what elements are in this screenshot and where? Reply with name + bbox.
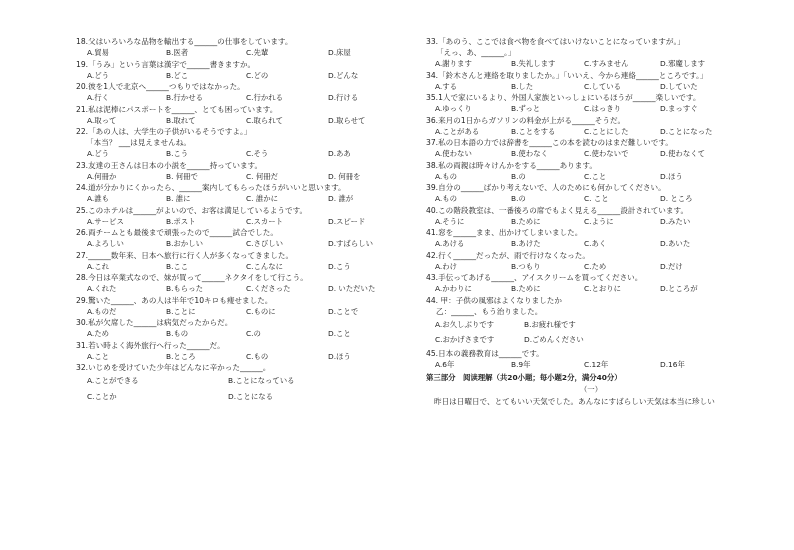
options-21 bbox=[76, 115, 411, 127]
question-33-line2: 「えっ、あ、______。」 bbox=[436, 48, 516, 57]
option[interactable]: A.行く bbox=[87, 93, 110, 102]
options-44-row2 bbox=[426, 332, 756, 348]
option[interactable]: B.お疲れ様です bbox=[524, 319, 576, 329]
option[interactable]: A.くれた bbox=[87, 284, 117, 293]
option[interactable]: D.こと bbox=[328, 329, 351, 338]
option[interactable]: D. ところ bbox=[660, 194, 693, 203]
question-18: 18.父はいろいろな品物を輸出する______の仕事をしています。 bbox=[76, 37, 293, 46]
options-20 bbox=[76, 92, 411, 104]
question-42: 42.行く______だったが、雨で行けなくなった。 bbox=[426, 250, 590, 260]
question-21: 21.私は泥棒にパスポートを______、とても困っています。 bbox=[76, 104, 278, 114]
option[interactable]: A.そうに bbox=[435, 216, 465, 226]
option[interactable]: B.ことに bbox=[166, 306, 196, 316]
option[interactable]: D.まっすぐ bbox=[660, 104, 698, 113]
option[interactable]: A.何冊か bbox=[87, 171, 117, 181]
option[interactable]: B.した bbox=[511, 81, 534, 91]
option[interactable]: B.ために bbox=[511, 284, 541, 293]
option[interactable]: B.あけた bbox=[511, 239, 541, 248]
option[interactable]: C.使わないで bbox=[584, 149, 629, 158]
option[interactable]: C. 何冊だ bbox=[246, 171, 279, 181]
option[interactable]: C.そう bbox=[246, 149, 269, 158]
option[interactable]: C.12年 bbox=[584, 359, 609, 369]
question-33: 33.「あのう、ここでは食べ物を食べてはいけないことになっていますが。」 bbox=[426, 37, 685, 46]
options-24 bbox=[76, 193, 411, 205]
reading-passage: 昨日は日曜日で、とてもいい天気でした。あんなにすばらしい天気は本当に珍しい bbox=[434, 397, 715, 406]
option[interactable]: C.すみません bbox=[584, 59, 629, 68]
option[interactable]: A.どう bbox=[87, 149, 110, 158]
option[interactable]: C.ことにした bbox=[584, 126, 629, 136]
options-43 bbox=[426, 283, 756, 295]
question-34: 34.「鈴木さんと連絡を取りましたか。」「いいえ、今から連絡______ところです。」 bbox=[426, 70, 708, 80]
option[interactable]: C.行かれる bbox=[246, 93, 284, 102]
option[interactable]: C.おかげさまです bbox=[435, 335, 495, 344]
option[interactable]: B.こう bbox=[166, 149, 189, 158]
question-35: 35.1人で家にいるより、外国人家族といっしょにいるほうが______楽しいです。 bbox=[426, 93, 701, 102]
option[interactable]: D. 何冊を bbox=[328, 171, 361, 181]
option[interactable]: B.の bbox=[511, 194, 526, 203]
options-30 bbox=[76, 328, 411, 340]
option[interactable]: A.使わない bbox=[435, 149, 472, 158]
option[interactable]: A.こと bbox=[87, 351, 110, 361]
option[interactable]: D.していた bbox=[660, 81, 698, 91]
options-34 bbox=[426, 81, 756, 93]
option[interactable]: D.ことで bbox=[328, 306, 359, 316]
section-heading: 第三部分 阅读理解（共20小题；每小题2分，满分40分） bbox=[426, 373, 622, 382]
question-43: 43.手伝ってあげる______、アイスクリームを買ってください。 bbox=[426, 273, 643, 282]
option[interactable]: A.かわりに bbox=[435, 284, 472, 293]
question-44: 44. 甲：子供の風邪はよくなりましたか bbox=[426, 295, 562, 305]
option[interactable]: B.行かせる bbox=[166, 93, 203, 102]
option[interactable]: D.床屋 bbox=[328, 48, 351, 57]
question-45: 45.日本の義務教育は______です。 bbox=[426, 348, 544, 358]
option[interactable]: A.お久しぶりです bbox=[435, 319, 495, 329]
option[interactable]: A.わけ bbox=[435, 261, 458, 271]
option[interactable]: D.邪魔します bbox=[660, 59, 705, 68]
option[interactable]: D.すばらしい bbox=[328, 239, 373, 248]
option[interactable]: C.ことか bbox=[87, 391, 117, 401]
question-22: 22.「あの人は、大学生の子供がいるそうですよ。」 bbox=[76, 127, 252, 136]
question-31: 31.若い時よく海外旅行へ行った______だ。 bbox=[76, 340, 225, 350]
option[interactable]: C.先輩 bbox=[246, 48, 269, 57]
option[interactable]: B.もの bbox=[166, 329, 189, 338]
question-30: 30.私が欠席した______は病気だったからだ。 bbox=[76, 318, 233, 327]
option[interactable]: A.する bbox=[435, 81, 458, 91]
option[interactable]: B.ことになっている bbox=[228, 376, 295, 385]
option[interactable]: D.ところが bbox=[660, 284, 698, 293]
options-40 bbox=[426, 216, 756, 228]
option[interactable]: B.取れて bbox=[166, 115, 196, 125]
question-19: 19.「うみ」という言葉は漢字で______書きますか。 bbox=[76, 59, 256, 69]
options-45 bbox=[426, 359, 756, 371]
option[interactable]: C.はっきり bbox=[584, 104, 622, 113]
option[interactable]: C.の bbox=[246, 329, 261, 338]
option[interactable]: D.行ける bbox=[328, 93, 359, 102]
option[interactable]: B.使わなく bbox=[511, 149, 548, 158]
question-29: 29.驚いた______、あの人は半年で10キロも痩せました。 bbox=[76, 295, 273, 305]
option[interactable]: A.6年 bbox=[435, 359, 455, 369]
options-38 bbox=[426, 171, 756, 183]
option[interactable]: A.誰も bbox=[87, 194, 110, 203]
question-32: 32.いじめを受けていた少年はどんなに辛かった______。 bbox=[76, 363, 271, 372]
options-36 bbox=[426, 126, 756, 138]
option[interactable]: C.くださった bbox=[246, 284, 291, 293]
options-32-row2 bbox=[76, 389, 411, 405]
option[interactable]: D.16年 bbox=[660, 359, 685, 369]
option[interactable]: D.スピード bbox=[328, 216, 366, 226]
options-23 bbox=[76, 171, 411, 183]
option[interactable]: C.もの bbox=[246, 351, 269, 361]
option[interactable]: B.ために bbox=[511, 216, 541, 226]
question-38: 38.私の両親は時々けんかをする______あります。 bbox=[426, 160, 597, 170]
options-19 bbox=[76, 70, 411, 82]
option[interactable]: B. 誰に bbox=[166, 194, 191, 203]
option[interactable]: C.こと bbox=[584, 171, 607, 181]
option[interactable]: A.ことがある bbox=[435, 126, 480, 136]
left-column bbox=[76, 36, 411, 404]
question-26: 26.両チームとも最後まで頑張ったので______試合でした。 bbox=[76, 228, 278, 237]
question-25: 25.このホテルは______がよいので、お客は満足しているようです。 bbox=[76, 205, 308, 215]
option[interactable]: B.つもり bbox=[511, 261, 541, 271]
option[interactable]: B.の bbox=[511, 171, 526, 181]
option[interactable]: B.ところ bbox=[166, 351, 196, 361]
question-36: 36.来月の1日からガソリンの料金が上がる______そうだ。 bbox=[426, 115, 626, 125]
right-column bbox=[426, 36, 756, 408]
option[interactable]: D.あいた bbox=[660, 239, 691, 248]
option[interactable]: A.ものだ bbox=[87, 306, 117, 316]
option[interactable]: B.ポスト bbox=[166, 216, 196, 226]
question-41: 41.窓を______まま、出かけてしまいました。 bbox=[426, 228, 583, 237]
option[interactable]: B.9年 bbox=[511, 359, 531, 369]
option[interactable]: D. 誰が bbox=[328, 194, 354, 203]
options-39 bbox=[426, 193, 756, 205]
option[interactable]: D.ことになる bbox=[228, 391, 273, 401]
option[interactable]: C.さびしい bbox=[246, 239, 284, 248]
option[interactable]: C.スカート bbox=[246, 216, 284, 226]
option[interactable]: A.ゆっくり bbox=[435, 104, 472, 113]
question-20: 20.彼を1人で北京へ______つもりではなかった。 bbox=[76, 82, 245, 91]
question-27: 27.______数年来、日本へ旅行に行く人が多くなってきました。 bbox=[76, 250, 294, 260]
option[interactable]: D.だけ bbox=[660, 261, 683, 271]
options-42 bbox=[426, 261, 756, 273]
option[interactable]: D.みたい bbox=[660, 216, 691, 226]
options-44-row1 bbox=[426, 317, 756, 333]
option[interactable]: A.ことができる bbox=[87, 376, 139, 385]
options-25 bbox=[76, 216, 411, 228]
option[interactable]: A.あける bbox=[435, 239, 465, 248]
option[interactable]: B. 何冊で bbox=[166, 171, 198, 181]
option[interactable]: B.どこ bbox=[166, 70, 189, 80]
option[interactable]: A.もの bbox=[435, 171, 458, 181]
option[interactable]: C.こんなに bbox=[246, 261, 284, 271]
option[interactable]: A.謝ります bbox=[435, 59, 472, 68]
options-41 bbox=[426, 238, 756, 250]
question-40: 40.この階段教室は、一番後ろの席でもよく見える______設計されています。 bbox=[426, 205, 689, 215]
option[interactable]: B.医者 bbox=[166, 48, 189, 57]
options-26 bbox=[76, 238, 411, 250]
options-29 bbox=[76, 306, 411, 318]
options-32-row1 bbox=[76, 373, 411, 389]
option[interactable]: B.ずっと bbox=[511, 104, 541, 113]
option[interactable]: B.ここ bbox=[166, 261, 189, 271]
option[interactable]: C.あく bbox=[584, 239, 607, 248]
option[interactable]: C.ように bbox=[584, 216, 614, 226]
option[interactable]: C.している bbox=[584, 81, 622, 91]
options-31 bbox=[76, 351, 411, 363]
option[interactable]: A.貿易 bbox=[87, 48, 110, 57]
option[interactable]: D.ああ bbox=[328, 149, 351, 158]
option[interactable]: A.これ bbox=[87, 261, 110, 271]
option[interactable]: A.ため bbox=[87, 329, 110, 338]
option[interactable]: D.取らせて bbox=[328, 115, 366, 125]
question-23: 23.友達の王さんは日本の小説を______持っています。 bbox=[76, 160, 263, 170]
question-22-line2: 「本当？ ___は見えませんね。 bbox=[86, 138, 191, 147]
option[interactable]: A.もの bbox=[435, 194, 458, 203]
option[interactable]: A.サービス bbox=[87, 216, 124, 226]
options-18 bbox=[76, 47, 411, 59]
option[interactable]: D.どんな bbox=[328, 70, 359, 80]
options-35 bbox=[426, 103, 756, 115]
option[interactable]: D. いただいた bbox=[328, 284, 376, 293]
option[interactable]: C.とおりに bbox=[584, 284, 622, 293]
option[interactable]: C.ため bbox=[584, 261, 607, 271]
option[interactable]: C. 誰かに bbox=[246, 194, 279, 203]
option[interactable]: A.よろしい bbox=[87, 239, 124, 248]
option[interactable]: A.取って bbox=[87, 115, 117, 125]
section-subheading: （一） bbox=[579, 385, 603, 394]
options-27 bbox=[76, 261, 411, 273]
option[interactable]: B.もらった bbox=[166, 284, 203, 293]
option[interactable]: D.ほう bbox=[328, 351, 351, 361]
question-37: 37.私の日本語の力では辞書を______この本を読むのはまだ難しいです。 bbox=[426, 138, 673, 147]
question-28: 28.今日は卒業式なので、妹が買って______ネクタイをして行こう。 bbox=[76, 273, 308, 282]
option[interactable]: C.ものに bbox=[246, 306, 276, 316]
option[interactable]: D.使わなくて bbox=[660, 149, 705, 158]
question-44-line2: 乙：______、もう治りました。 bbox=[436, 306, 543, 316]
option[interactable]: D.ほう bbox=[660, 171, 683, 181]
option[interactable]: A.どう bbox=[87, 70, 110, 80]
option[interactable]: B.失礼します bbox=[511, 59, 556, 68]
options-37 bbox=[426, 148, 756, 160]
question-24: 24.道が分かりにくかったら、______案内してもらったほうがいいと思います。 bbox=[76, 183, 346, 192]
question-39: 39.自分の______ばかり考えないで、人のためにも何かしてください。 bbox=[426, 183, 666, 192]
option[interactable]: D.こう bbox=[328, 261, 351, 271]
option[interactable]: C.どの bbox=[246, 70, 269, 80]
option[interactable]: C. こと bbox=[584, 194, 609, 203]
option[interactable]: B.おかしい bbox=[166, 239, 203, 248]
options-33 bbox=[426, 58, 756, 70]
option[interactable]: D.ことになった bbox=[660, 126, 713, 136]
option[interactable]: D.ごめんください bbox=[524, 335, 584, 344]
options-22 bbox=[76, 148, 411, 160]
options-28 bbox=[76, 283, 411, 295]
option[interactable]: C.取られて bbox=[246, 115, 284, 125]
option[interactable]: B.ことをする bbox=[511, 126, 556, 136]
